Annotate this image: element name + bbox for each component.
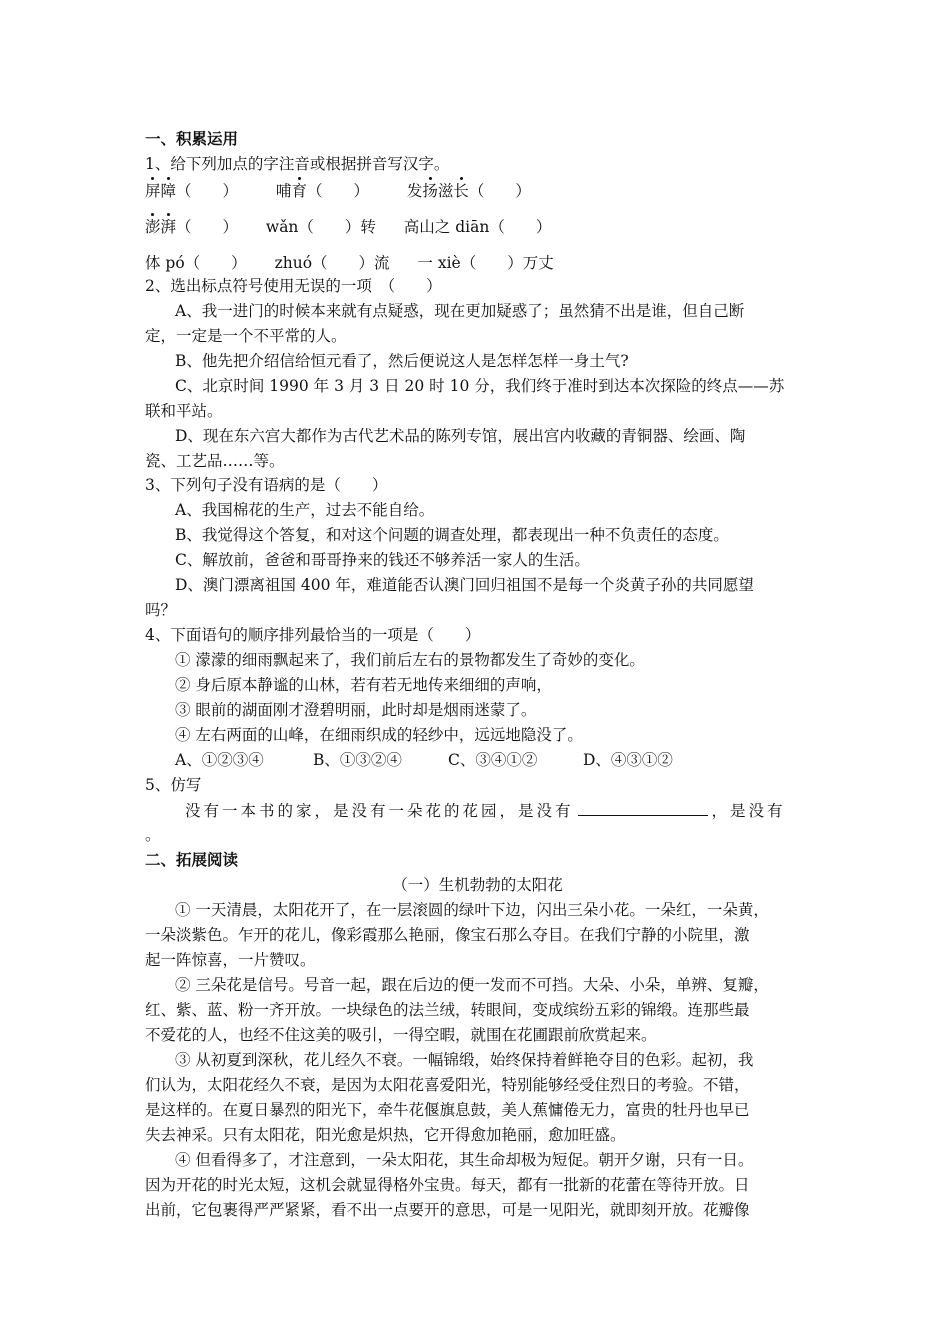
q5-text-a: 没有一本书的家，是没有一朵花的花园，是没有 xyxy=(185,802,574,820)
dotted-char: 澎 xyxy=(145,218,161,236)
q1-item-xie: 一 xiè（ ）万丈 xyxy=(417,254,554,272)
q2-option-d-line-1: D、现在东六宫大都作为古代艺术品的陈列专馆，展出宫内收藏的青铜器、绘画、陶 xyxy=(175,427,746,445)
q1-item-po: 体 pó（ ） xyxy=(145,254,247,272)
q1-row-1 xyxy=(145,180,810,202)
section-1-title: 一、积累运用 xyxy=(145,129,239,148)
q4-option-b: B、①③②④ xyxy=(313,751,402,769)
q1-item-pengpai: 澎湃（ ） xyxy=(145,218,239,236)
q2-option-c-line-2: 联和平站。 xyxy=(145,402,223,420)
q5-line-2: 。 xyxy=(145,826,161,844)
article-line-10: 失去神采。只有太阳花，阳光愈是炽热，它开得愈加艳丽，愈加旺盛。 xyxy=(145,1126,626,1144)
q1-stem: 1、给下列加点的字注音或根据拼音写汉字。 xyxy=(145,155,450,173)
q2-option-d-line-2: 瓷、工艺品……等。 xyxy=(145,452,285,470)
q4-sentence-2: ② 身后原本静谧的山林，若有若无地传来细细的声响， xyxy=(175,676,552,694)
q1-item-dian: 高山之 diān（ ） xyxy=(403,218,552,236)
article-line-1: ① 一天清晨，太阳花开了，在一层滚圆的绿叶下边，闪出三朵小花。一朵红，一朵黄， xyxy=(175,901,769,919)
q4-option-c: C、③④①② xyxy=(448,751,538,769)
q3-option-c: C、解放前，爸爸和哥哥挣来的钱还不够养活一家人的生活。 xyxy=(175,551,590,569)
q1-row-3 xyxy=(145,252,810,274)
q2-option-a-line-2: 定，一定是一个不平常的人。 xyxy=(145,327,347,345)
q4-sentence-3: ③ 眼前的湖面刚才澄碧明丽，此时却是烟雨迷蒙了。 xyxy=(175,701,537,719)
q2-option-a-line-1: A、我一进门的时候本来就有点疑惑，现在更加疑惑了；虽然猜不出是谁，但自己断 xyxy=(175,302,745,320)
article-line-4: ② 三朵花是信号。号音一起，跟在后边的便一发而不可挡。大朵、小朵，单辨、复瓣， xyxy=(175,976,769,994)
article-title: （一）生机勃勃的太阳花 xyxy=(392,876,563,894)
q4-options xyxy=(175,749,810,771)
q4-sentence-4: ④ 左右两面的山峰，在细雨织成的轻纱中，远远地隐没了。 xyxy=(175,726,583,744)
dotted-char: 障 xyxy=(160,182,177,200)
dotted-char: 扬 xyxy=(422,182,438,200)
q3-option-b: B、我觉得这个答复，和对这个问题的调查处理，都表现出一种不负责任的态度。 xyxy=(175,526,729,544)
article-line-3: 起一阵惊喜，一片赞叹。 xyxy=(145,951,316,969)
q1-item-wan: wǎn（ ）转 xyxy=(265,218,376,236)
dotted-char: 育 xyxy=(291,182,307,200)
q5-stem: 5、仿写 xyxy=(145,776,202,794)
article-line-13: 出前，它包裹得严严紧紧，看不出一点要开的意思，可是一见阳光，就即刻开放。花瓣像 xyxy=(145,1201,750,1219)
q2-option-b: B、他先把介绍信给恒元看了，然后便说这人是怎样怎样一身土气? xyxy=(175,352,629,370)
q1-row-2 xyxy=(145,216,810,238)
article-line-7: ③ 从初夏到深秋，花儿经久不衰。一幅锦缎，始终保持着鲜艳夺目的色彩。起初，我 xyxy=(175,1051,754,1069)
dotted-char: 湃 xyxy=(160,218,177,236)
section-2-title: 二、拓展阅读 xyxy=(145,850,239,869)
article-line-5: 红、紫、蓝、粉一齐开放。一块绿色的法兰绒，转眼间，变成缤纷五彩的锦缎。连那些最 xyxy=(145,1001,750,1019)
q5-answer-blank[interactable] xyxy=(578,799,708,816)
article-line-11: ④ 但看得多了，才注意到，一朵太阳花，其生命却极为短促。朝开夕谢，只有一日。 xyxy=(175,1151,754,1169)
dotted-char: 长 xyxy=(453,182,469,200)
q4-option-a: A、①②③④ xyxy=(175,751,264,769)
article-line-6: 不爱花的人，也经不住这美的吸引，一得空暇，就围在花圃跟前欣赏起来。 xyxy=(145,1026,657,1044)
q4-stem: 4、下面语句的顺序排列最恰当的一项是（ ） xyxy=(145,626,481,644)
q3-option-a: A、我国棉花的生产，过去不能自给。 xyxy=(175,501,435,519)
article-line-2: 一朵淡紫色。乍开的花儿，像彩霞那么艳丽，像宝石那么夺目。在我们宁静的小院里，激 xyxy=(145,926,750,944)
q1-item-buyu: 哺育（ ） xyxy=(275,182,369,200)
q2-option-c-line-1: C、北京时间 1990 年 3 月 3 日 20 时 10 分，我们终于准时到达本次探险的终点——苏 xyxy=(175,377,785,395)
q4-sentence-1: ① 濛濛的细雨飘起来了，我们前后左右的景物都发生了奇妙的变化。 xyxy=(175,651,645,669)
dotted-char: 屏 xyxy=(145,182,161,200)
q1-item-fayangzizhang: 发扬滋长（ ） xyxy=(406,182,531,200)
q1-item-pingzhang: 屏障（ ） xyxy=(145,182,239,200)
q2-stem: 2、选出标点符号使用无误的一项 （ ） xyxy=(145,277,442,295)
q5-line-1 xyxy=(185,799,810,822)
article-line-8: 们认为，太阳花经久不衰，是因为太阳花喜爱阳光，特别能够经受住烈日的考验。不错， xyxy=(145,1076,750,1094)
article-line-12: 因为开花的时光太短，这机会就显得格外宝贵。每天，都有一批新的花蕾在等待开放。日 xyxy=(145,1176,750,1194)
q3-option-d-line-1: D、澳门漂离祖国 400 年，难道能否认澳门回归祖国不是每一个炎黄子孙的共同愿望 xyxy=(175,576,754,594)
q3-option-d-line-2: 吗？ xyxy=(145,601,177,619)
q3-stem: 3、下列句子没有语病的是（ ） xyxy=(145,476,388,494)
q5-text-b: ，是没有 xyxy=(711,802,786,820)
article-line-9: 是这样的。在夏日暴烈的阳光下，牵牛花偃旗息鼓，美人蕉慵倦无力，富贵的牡丹也早已 xyxy=(145,1101,750,1119)
q4-option-d: D、④③①② xyxy=(583,751,673,769)
q1-item-zhuo: zhuó（ ）流 xyxy=(274,254,390,272)
